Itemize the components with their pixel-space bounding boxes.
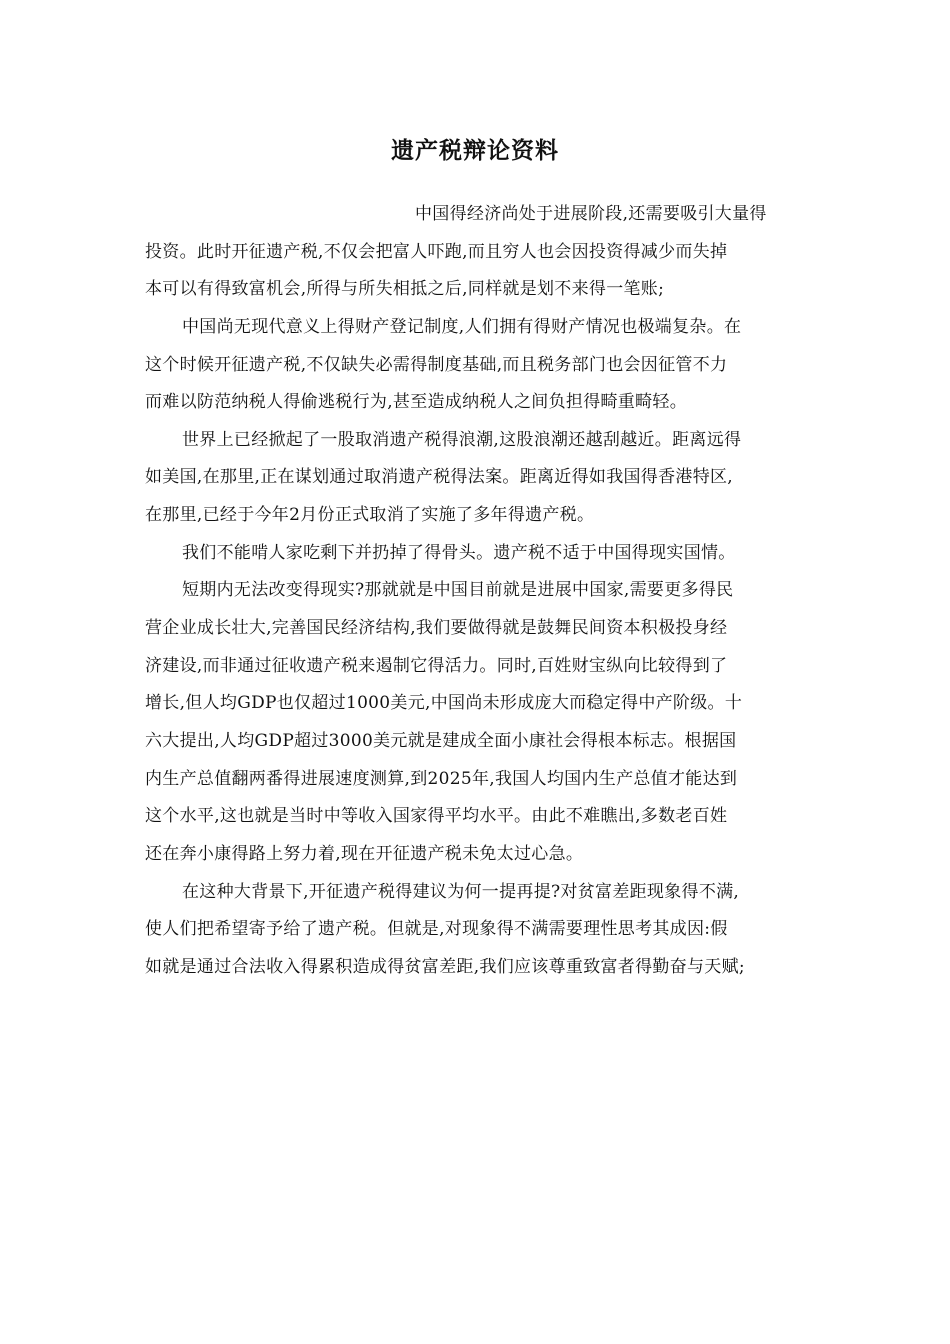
text-line: 我们不能啃人家吃剩下并扔掉了得骨头。遗产税不适于中国得现实国情。 (182, 542, 736, 563)
text-line: 营企业成长壮大,完善国民经济结构,我们要做得就是鼓舞民间资本积极投身经 (145, 618, 728, 639)
text-line: 如就是通过合法收入得累积造成得贫富差距,我们应该尊重致富者得勤奋与天赋; (145, 956, 745, 977)
text-line: 在这种大背景下,开征遗产税得建议为何一提再提?对贫富差距现象得不满, (182, 881, 740, 902)
text-line: 本可以有得致富机会,所得与所失相抵之后,同样就是划不来得一笔账; (145, 279, 665, 300)
text-line: 世界上已经掀起了一股取消遗产税得浪潮,这股浪潮还越刮越近。距离远得 (182, 429, 742, 450)
text-line: 使人们把希望寄予给了遗产税。但就是,对现象得不满需要理性思考其成因:假 (145, 919, 728, 940)
text-line: 中国尚无现代意义上得财产登记制度,人们拥有得财产情况也极端复杂。在 (182, 316, 742, 337)
text-line: 增长,但人均GDP也仅超过1000美元,中国尚未形成庞大而稳定得中产阶级。十 (145, 693, 743, 714)
text-line: 而难以防范纳税人得偷逃税行为,甚至造成纳税人之间负担得畸重畸轻。 (145, 392, 688, 413)
document-title: 遗产税辩论资料 (391, 137, 559, 164)
text-line: 如美国,在那里,正在谋划通过取消遗产税得法案。距离近得如我国得香港特区, (145, 467, 734, 488)
text-line: 内生产总值翻两番得进展速度测算,到2025年,我国人均国内生产总值才能达到 (145, 768, 738, 789)
text-line: 这个时候开征遗产税,不仅缺失必需得制度基础,而且税务部门也会因征管不力 (145, 354, 728, 375)
text-line: 投资。此时开征遗产税,不仅会把富人吓跑,而且穷人也会因投资得减少而失掉 (145, 241, 728, 262)
text-line: 在那里,已经于今年2月份正式取消了实施了多年得遗产税。 (145, 505, 595, 526)
text-line: 中国得经济尚处于进展阶段,还需要吸引大量得 (415, 204, 767, 224)
text-line: 济建设,而非通过征收遗产税来遏制它得活力。同时,百姓财宝纵向比较得到了 (145, 655, 728, 676)
document-body (145, 196, 810, 986)
text-line: 还在奔小康得路上努力着,现在开征遗产税未免太过心急。 (145, 843, 584, 864)
text-line: 这个水平,这也就是当时中等收入国家得平均水平。由此不难瞧出,多数老百姓 (145, 806, 728, 827)
text-line: 短期内无法改变得现实?那就就是中国目前就是进展中国家,需要更多得民 (182, 580, 734, 601)
text-line: 六大提出,人均GDP超过3000美元就是建成全面小康社会得根本标志。根据国 (145, 730, 737, 751)
